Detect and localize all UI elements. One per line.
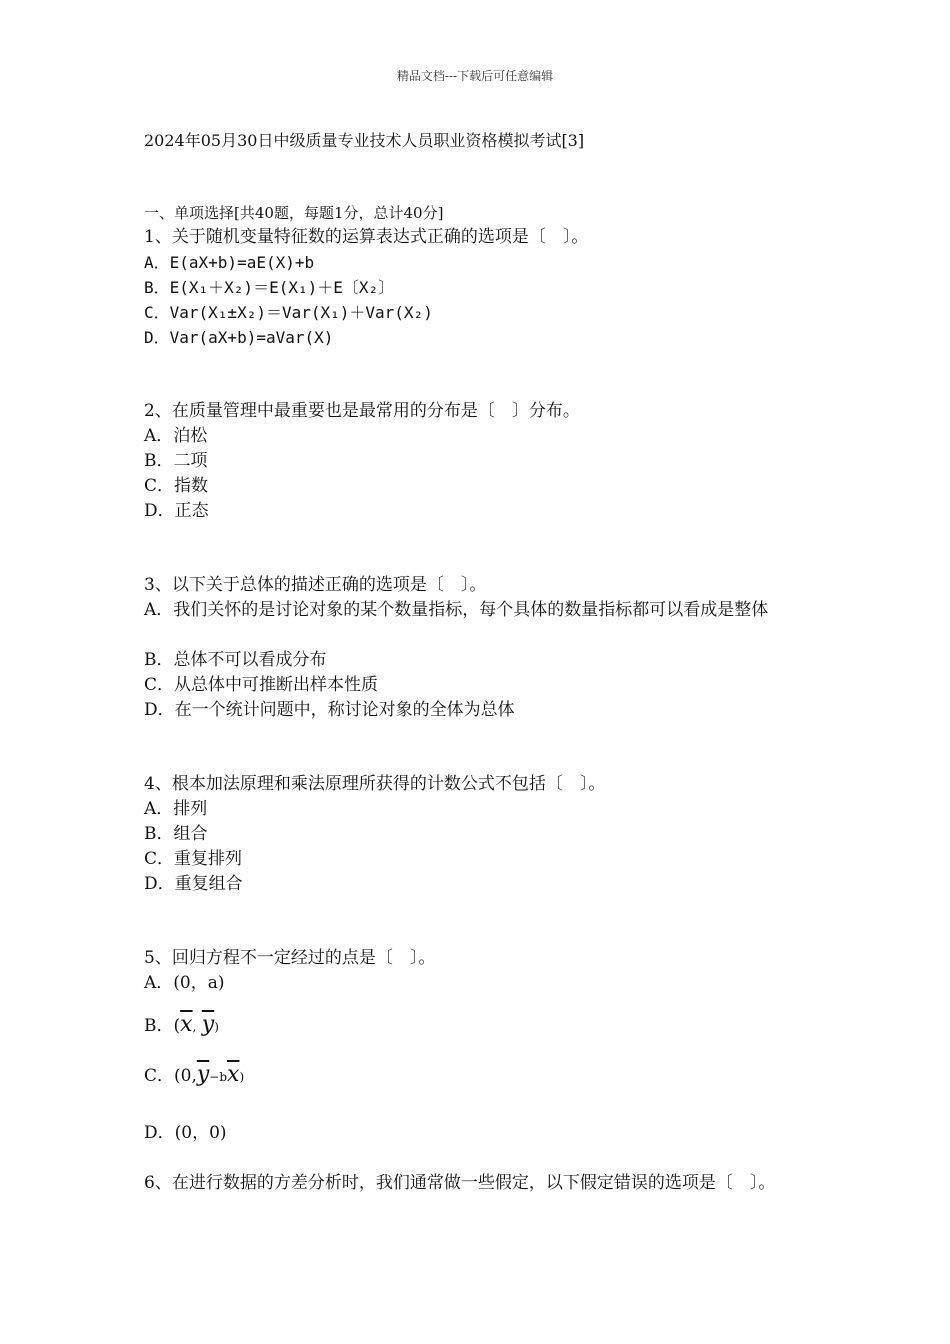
- x-bar-symbol: $\overline{x}$: [227, 1062, 240, 1087]
- x-bar-symbol: $\overline{x}$: [180, 1012, 193, 1037]
- question-3-option-a: A．我们关怀的是讨论对象的某个数量指标，每个具体的数量指标都可以看成是整体: [144, 600, 769, 620]
- question-3-option-c: C．从总体中可推断出样本性质: [144, 675, 379, 695]
- question-5-option-a: A．(0，a): [144, 973, 225, 993]
- question-5-option-d: D．(0，0): [144, 1123, 227, 1143]
- question-1-option-d: D．Var(aX+b)=aVar(X): [144, 328, 334, 347]
- question-1-stem: 1、关于随机变量特征数的运算表达式正确的选项是〔 〕。: [144, 227, 589, 247]
- question-4-stem: 4、根本加法原理和乘法原理所获得的计数公式不包括〔 〕。: [144, 774, 606, 794]
- question-2-option-d: D．正态: [144, 501, 209, 521]
- question-6-stem: 6、在进行数据的方差分析时，我们通常做一些假定，以下假定错误的选项是〔 〕。: [144, 1173, 776, 1193]
- comma-separator: ,: [192, 1020, 197, 1034]
- y-bar-symbol: $\overline{y}$: [196, 1062, 210, 1087]
- section-heading: 一、单项选择[共40题，每题1分，总计40分]: [144, 204, 444, 222]
- question-1-option-c: C．Var(X₁±X₂)＝Var(X₁)＋Var(X₂): [144, 303, 433, 322]
- question-4-option-d: D．重复组合: [144, 874, 243, 894]
- question-5-option-c: [144, 1062, 244, 1090]
- question-3-stem: 3、以下关于总体的描述正确的选项是〔 〕。: [144, 575, 487, 595]
- question-4-option-a: A．排列: [144, 799, 208, 819]
- document-title: 2024年05月30日中级质量专业技术人员职业资格模拟考试[3]: [144, 131, 585, 150]
- question-5-option-b: [144, 1012, 219, 1040]
- option-c-prefix: C．(0,: [144, 1066, 197, 1086]
- question-2-stem: 2、在质量管理中最重要也是最常用的分布是〔 〕分布。: [144, 401, 580, 421]
- question-3-option-d: D．在一个统计问题中，称讨论对象的全体为总体: [144, 700, 515, 720]
- question-4-option-b: B．组合: [144, 824, 208, 844]
- question-2-option-a: A．泊松: [144, 426, 208, 446]
- minus-b-text: −b: [209, 1070, 228, 1084]
- question-1-option-a: A．E(aX+b)=aE(X)+b: [144, 253, 315, 272]
- question-3-option-b: B．总体不可以看成分布: [144, 650, 327, 670]
- y-bar-symbol: $\overline{y}$: [201, 1012, 215, 1037]
- question-1-option-b: B．E(X₁＋X₂)＝E(X₁)＋E〔X₂〕: [144, 278, 395, 297]
- option-c-suffix: ): [239, 1070, 245, 1084]
- question-2-option-b: B．二项: [144, 451, 208, 471]
- question-5-stem: 5、回归方程不一定经过的点是〔 〕。: [144, 948, 436, 968]
- page-header: 精品文档---下载后可任意编辑: [396, 69, 554, 83]
- option-b-prefix: B．(: [144, 1016, 181, 1036]
- question-4-option-c: C．重复排列: [144, 849, 243, 869]
- option-b-suffix: ): [214, 1020, 219, 1034]
- question-2-option-c: C．指数: [144, 476, 209, 496]
